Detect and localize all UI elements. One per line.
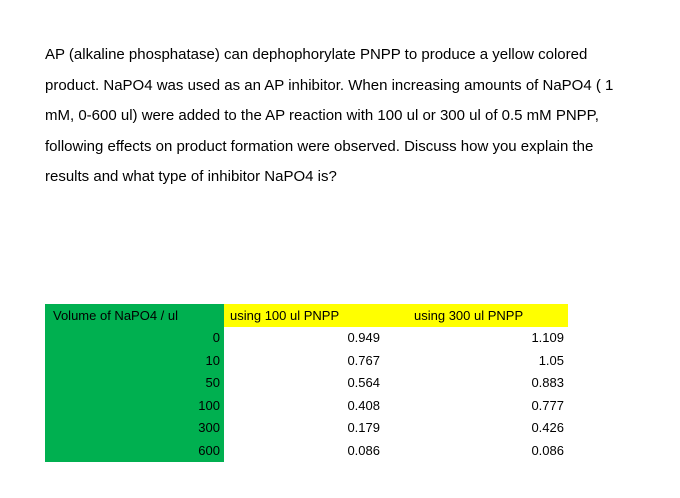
paragraph-line: results and what type of inhibitor NaPO4 is?	[45, 168, 337, 185]
value-300ul-cell: 1.109	[531, 330, 564, 346]
table-row	[45, 417, 568, 440]
volume-cell: 50	[45, 372, 224, 395]
paragraph-line: product. NaPO4 was used as an AP inhibitor. When increasing amounts of NaPO4 ( 1	[45, 76, 614, 94]
volume-cell: 100	[45, 394, 224, 417]
value-300ul-cell: 0.883	[531, 375, 564, 391]
volume-cell: 300	[45, 417, 224, 440]
table-row	[45, 372, 568, 395]
value-100ul-cell: 0.179	[347, 420, 380, 436]
header-300ul: using 300 ul PNPP	[408, 304, 568, 327]
header-100ul: using 100 ul PNPP	[224, 304, 408, 327]
value-300ul-cell: 1.05	[538, 352, 564, 368]
volume-cell: 0	[45, 327, 224, 350]
value-100ul-cell: 0.767	[347, 352, 380, 368]
volume-cell: 600	[45, 439, 224, 462]
table-row	[45, 327, 568, 350]
table-row	[45, 394, 568, 417]
results-table	[45, 304, 568, 462]
paragraph-line: AP (alkaline phosphatase) can dephophorylate PNPP to produce a yellow colored	[45, 46, 588, 63]
paragraph-line: following effects on product formation were observed. Discuss how you explain the	[45, 137, 594, 155]
table-row	[45, 349, 568, 372]
volume-cell: 10	[45, 349, 224, 372]
value-300ul-cell: 0.426	[531, 420, 564, 436]
value-100ul-cell: 0.949	[347, 330, 380, 346]
value-300ul-cell: 0.086	[531, 442, 564, 458]
value-100ul-cell: 0.408	[347, 397, 380, 413]
paragraph-line: mM, 0-600 ul) were added to the AP reaction with 100 ul or 300 ul of 0.5 mM PNPP,	[45, 107, 599, 124]
value-100ul-cell: 0.086	[347, 442, 380, 458]
question-paragraph	[45, 40, 665, 193]
table-header-row	[45, 304, 568, 327]
value-300ul-cell: 0.777	[531, 397, 564, 413]
header-volume: Volume of NaPO4 / ul	[45, 304, 224, 327]
value-100ul-cell: 0.564	[347, 375, 380, 391]
table-row	[45, 439, 568, 462]
